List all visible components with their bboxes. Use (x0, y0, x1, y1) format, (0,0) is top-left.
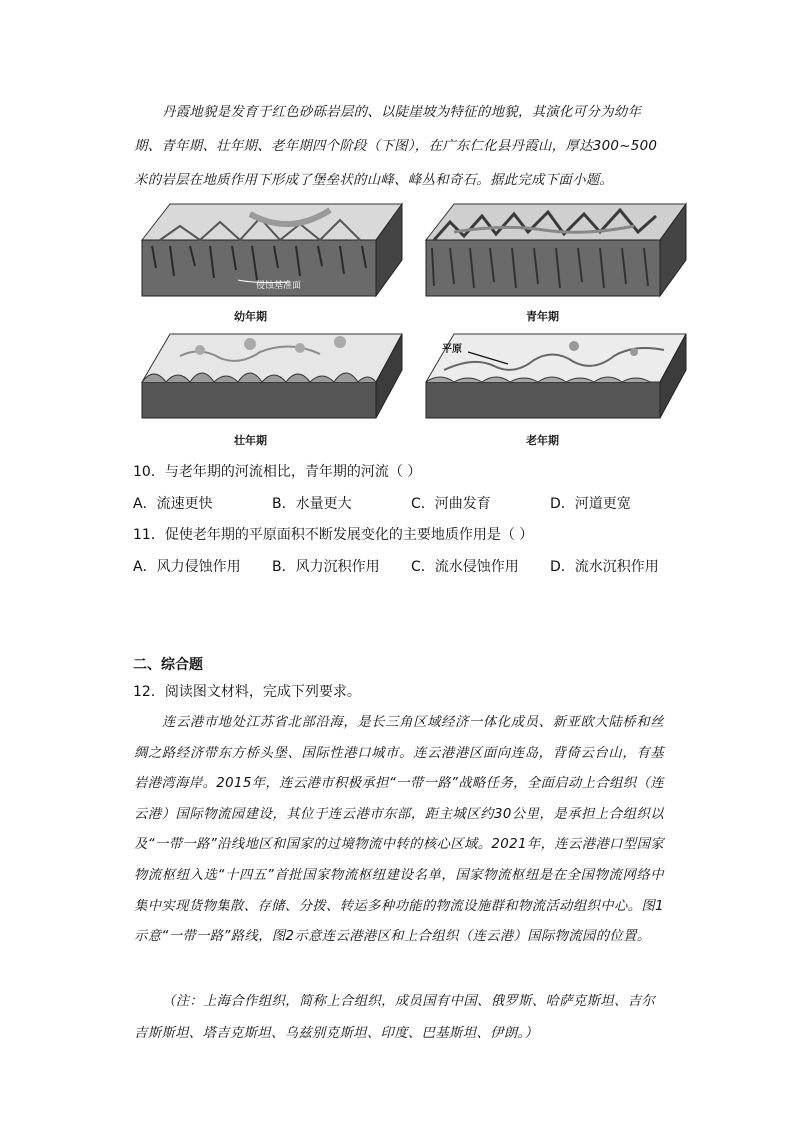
question-11-stem: 11．促使老年期的平原面积不断发展变化的主要地质作用是（ ） (133, 527, 534, 543)
question-10-option-d: D．河道更宽 (550, 496, 631, 512)
question-11-option-c: C．流水侵蚀作用 (411, 559, 519, 575)
question-10-option-b: B．水量更大 (272, 496, 352, 512)
stage1-caption: 幼年期 (234, 310, 267, 323)
intro-text: 丹霞地貌是发育于红色砂砾岩层的、以陡崖坡为特征的地貌，其演化可分为幼年期、青年期、壮年期、老年期四个阶段（下图），在广东仁化县丹霞山，厚达300~500米的岩层在地质作用下形成了堡垒状的山峰、峰丛和奇石。据此完成下面小题。 (134, 105, 658, 188)
stage2-caption: 青年期 (526, 310, 559, 323)
section-heading: 二、综合题 (133, 657, 203, 673)
question-10-stem: 10．与老年期的河流相比，青年期的河流（ ） (133, 464, 422, 480)
question-10-option-c: C．河曲发育 (411, 496, 491, 512)
stage4-illustration (424, 326, 688, 430)
stage3-illustration (140, 326, 404, 430)
question-12-material (134, 708, 664, 953)
stage3-caption: 壮年期 (234, 434, 267, 447)
stage2-illustration (424, 196, 688, 300)
stage2-block-diagram (424, 196, 688, 300)
question-12-note (134, 986, 664, 1050)
stage1-block-diagram (140, 196, 404, 300)
question-11-option-a: A．风力侵蚀作用 (133, 559, 241, 575)
stage4-block-diagram (424, 326, 688, 430)
question-10-option-a: A．流速更快 (133, 496, 213, 512)
question-12-stem: 12．阅读图文材料，完成下列要求。 (133, 684, 361, 700)
stage3-block-diagram (140, 326, 404, 430)
intro-paragraph (134, 96, 664, 198)
base-level-label: 侵蚀基准面 (256, 281, 302, 291)
plain-label: 平原 (442, 344, 462, 355)
question-11-option-b: B．风力沉积作用 (272, 559, 380, 575)
question-11-option-d: D．流水沉积作用 (550, 559, 659, 575)
note-text: （注：上海合作组织，简称上合组织，成员国有中国、俄罗斯、哈萨克斯坦、吉尔吉斯斯坦、塔吉克斯坦、乌兹别克斯坦、印度、巴基斯坦、伊朗。） (134, 994, 656, 1041)
danxia-stages-figure (140, 196, 688, 452)
material-text: 连云港市地处江苏省北部沿海，是长三角区域经济一体化成员、新亚欧大陆桥和丝绸之路经济带东方桥头堡、国际性港口城市。连云港港区面向连岛，背倚云台山，有基岩港湾海岸。2015年，连云港市积极承担“一带一路”战略任务，全面启动上合组织（连云港）国际物流园建设，其位于连云港市东部，距主城区约30公里，是承担上合组织以及“一带一路”沿线地区和国家的过境物流中转的核心区域。2021年，连云港港口型国家物流枢纽入选“十四五”首批国家物流枢纽建设名单，国家物流枢纽是在全国物流网络中集中实现货物集散、存储、分拨、转运多种功能的物流设施群和物流活动组织中心。图1示意“一带一路”路线，图2示意连云港港区和上合组织（连云港）国际物流园的位置。 (134, 715, 664, 945)
stage4-caption: 老年期 (526, 434, 559, 447)
